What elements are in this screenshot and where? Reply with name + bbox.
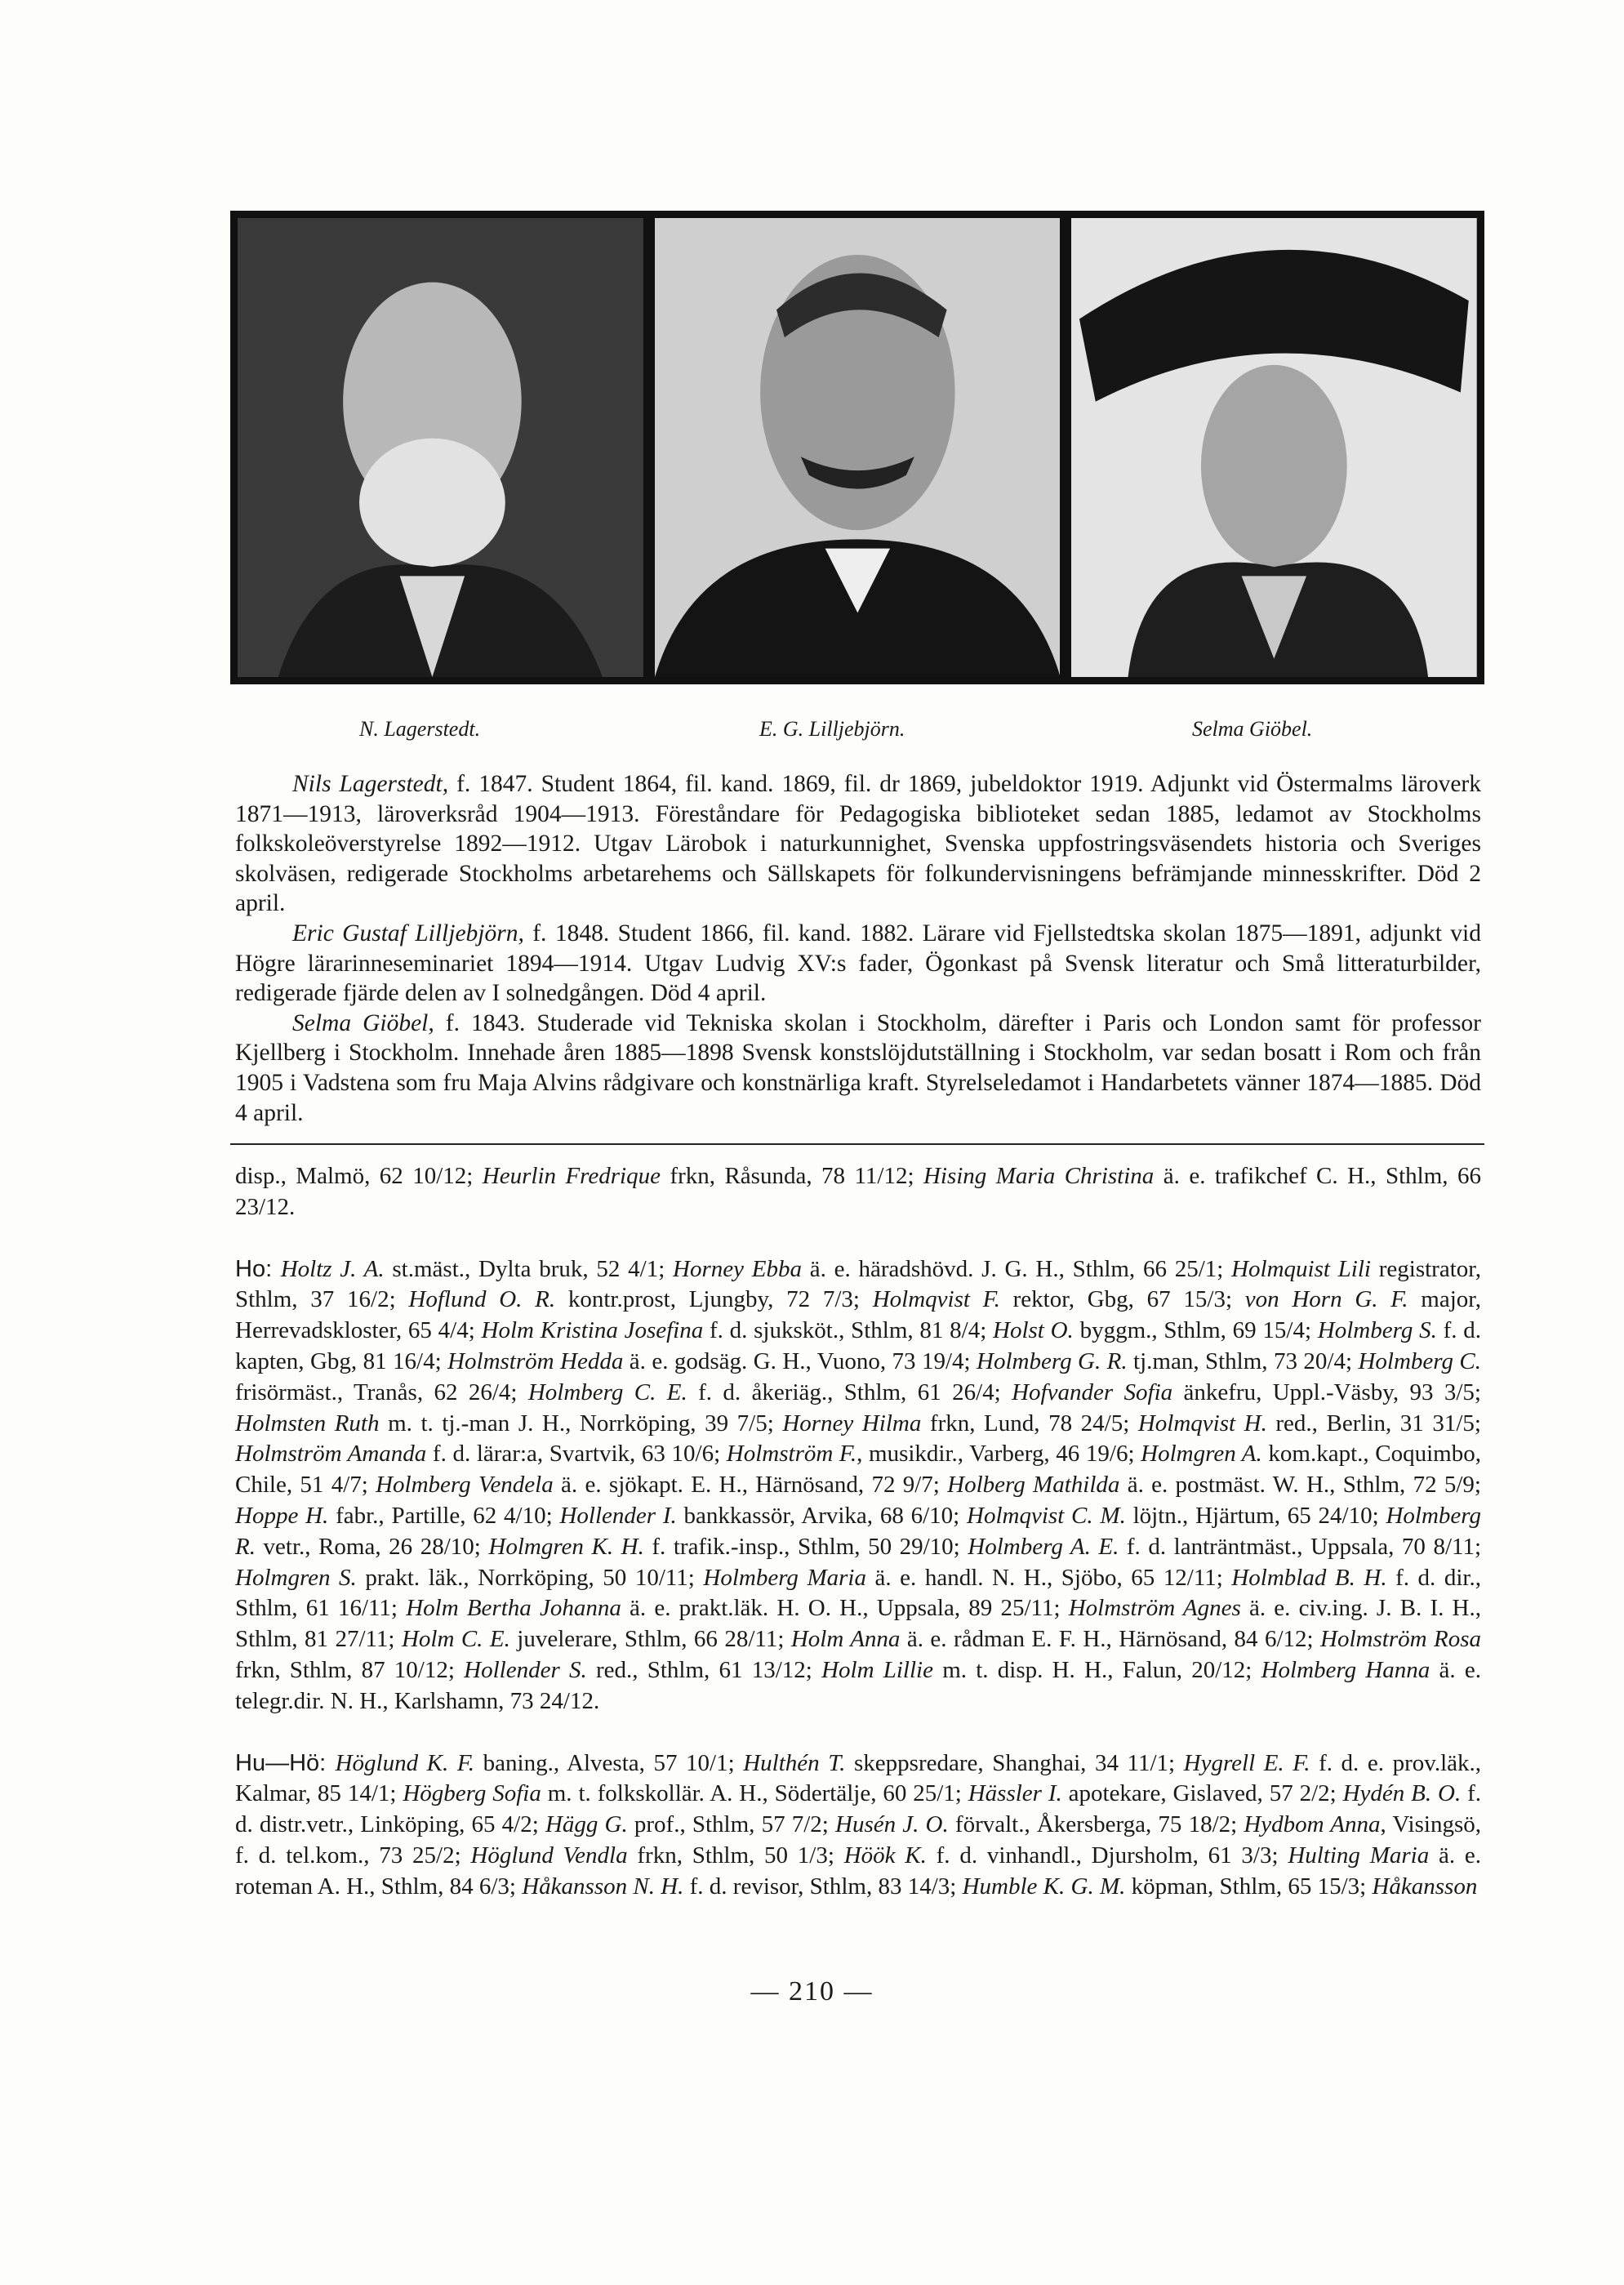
entry-text: ä. e. handl. N. H., Sjöbo, 65 12/11; xyxy=(865,1564,1232,1591)
obituary-paragraph xyxy=(235,1748,1481,1903)
entry-text: vetr., Roma, 26 28/10; xyxy=(255,1533,489,1560)
entry-text: rektor, Gbg, 67 15/3; xyxy=(999,1286,1245,1313)
entry-text: änkefru, Uppl.-Väsby, 93 3/5; xyxy=(1172,1379,1481,1405)
entry-text: disp., Malmö, 62 10/12; xyxy=(235,1163,483,1189)
entry-text: frkn, Råsunda, 78 11/12; xyxy=(660,1163,923,1189)
entry-text: ä. e. häradshövd. J. G. H., Sthlm, 66 25/1; xyxy=(801,1255,1232,1282)
bio-text: f. 1847. Student 1864, fil. kand. 1869, fil. dr 1869, jubeldoktor 1919. Adjunkt vid Östermalms läroverk 1871—1913, läroverksråd 1904—1913. Föreståndare för Pedagogiska biblioteket sedan 1885, ledamot av Stockholms folkskoleöverstyrelse 1892—1912. Utgav Lärobok i naturkunnighet, Svenska uppfostringsväsendets historia och Sveriges skolväsen, redigerade Stockholms arbetarehems och Sällskapets för folkundervisningens befrämjande minnesskrifter. Död 2 april. xyxy=(235,771,1481,917)
person-name: Holmgren A. xyxy=(1141,1441,1262,1468)
entry-text: , musikdir., Varberg, 46 19/6; xyxy=(856,1441,1141,1468)
person-name: Holst O. xyxy=(993,1317,1074,1344)
person-name: Hulting Maria xyxy=(1288,1842,1430,1869)
entry-text: st.mäst., Dylta bruk, 52 4/1; xyxy=(384,1255,674,1282)
portrait-photo-lilljebjorn xyxy=(655,218,1061,677)
person-name: Holmquist Lili xyxy=(1231,1255,1371,1282)
person-name: Holmqvist H. xyxy=(1137,1410,1267,1436)
entry-text: ä. e. postmäst. W. H., Sthlm, 72 5/9; xyxy=(1119,1472,1481,1499)
entry-text: ä. e. godsäg. G. H., Vuono, 73 19/4; xyxy=(623,1347,977,1374)
person-name: Holmberg C. E. xyxy=(527,1379,687,1405)
person-name: Högberg Sofia xyxy=(403,1780,541,1807)
person-name: Holtz J. A. xyxy=(280,1255,385,1282)
person-name: Håkansson xyxy=(1372,1873,1478,1900)
person-name: Hoflund O. R. xyxy=(408,1286,556,1313)
entry-text: major, Herrevadskloster, 65 4/4; xyxy=(235,1286,1481,1344)
bio-name: Selma Giöbel, xyxy=(292,1009,434,1036)
entry-text: ä. e. prakt.läk. H. O. H., Uppsala, 89 25/11; xyxy=(621,1595,1069,1622)
entry-text: f. d. distr.vetr., Linköping, 65 4/2; xyxy=(235,1780,1482,1838)
person-name: Hägg G. xyxy=(545,1811,628,1838)
entry-text: byggm., Sthlm, 69 15/4; xyxy=(1073,1317,1318,1344)
person-name: Hygrell E. F. xyxy=(1183,1749,1310,1776)
entry-text: ä. e. roteman A. H., Sthlm, 84 6/3; xyxy=(235,1842,1481,1900)
entry-text: frkn, Lund, 78 24/5; xyxy=(921,1410,1138,1436)
person-name: Humble K. G. M. xyxy=(962,1873,1126,1900)
caption-lilljebjorn: E. G. Lilljebjörn. xyxy=(759,717,905,741)
entry-text: m. t. tj.-man J. H., Norrköping, 39 7/5; xyxy=(379,1410,783,1436)
entry-text: f. trafik.-insp., Sthlm, 50 29/10; xyxy=(643,1533,968,1560)
entry-text: ä. e. rådman E. F. H., Härnösand, 84 6/12; xyxy=(900,1626,1321,1653)
person-name: Hising Maria Christina xyxy=(923,1163,1155,1189)
entry-text: f. d. lärar:a, Svartvik, 63 10/6; xyxy=(426,1441,727,1468)
person-name: Holmblad B. H. xyxy=(1231,1564,1387,1591)
entry-text: m. t. folkskollär. A. H., Södertälje, 60 25/1; xyxy=(541,1780,968,1807)
obituary-paragraph xyxy=(235,1254,1481,1717)
entry-text: f. d. lanträntmäst., Uppsala, 70 8/11; xyxy=(1119,1533,1482,1560)
caption-giobel: Selma Giöbel. xyxy=(1192,717,1313,741)
entry-text: skeppsredare, Shanghai, 34 11/1; xyxy=(845,1749,1184,1776)
bio-paragraph xyxy=(235,1009,1481,1128)
bio-name: Nils Lagerstedt, xyxy=(292,771,449,797)
entry-text: ä. e. sjökapt. E. H., Härnösand, 72 9/7; xyxy=(553,1472,948,1499)
person-name: Holmström Hedda xyxy=(447,1347,624,1374)
section-heading: Ho: xyxy=(235,1255,281,1282)
person-name: Hofvander Sofia xyxy=(1012,1379,1173,1405)
person-name: Holmström Amanda xyxy=(235,1441,427,1468)
obituary-list xyxy=(235,1161,1481,1934)
person-name: Horney Ebba xyxy=(673,1255,802,1282)
entry-text: f. d. revisor, Sthlm, 83 14/3; xyxy=(683,1873,963,1900)
person-name: Holmström Agnes xyxy=(1068,1595,1241,1622)
person-name: Holmström F. xyxy=(726,1441,857,1468)
portrait-photo-giobel xyxy=(1071,218,1477,677)
person-name: Håkansson N. H. xyxy=(522,1873,684,1900)
person-name: Holberg Mathilda xyxy=(947,1472,1120,1499)
entry-text: baning., Alvesta, 57 10/1; xyxy=(474,1749,744,1776)
person-name: Hollender I. xyxy=(559,1502,677,1529)
person-name: Höglund Vendla xyxy=(470,1842,628,1869)
biographies xyxy=(235,769,1481,1128)
page-number: — 210 — xyxy=(750,1976,874,2007)
obituary-paragraph xyxy=(235,1161,1481,1223)
person-name: Holmqvist F. xyxy=(872,1286,1000,1313)
person-name: Husén J. O. xyxy=(835,1811,949,1838)
entry-text: ä. e. telegr.dir. N. H., Karlshamn, 73 24/12. xyxy=(235,1656,1482,1714)
section-heading: Hu—Hö: xyxy=(235,1749,336,1776)
entry-text: ä. e. trafikchef C. H., Sthlm, 66 23/12. xyxy=(235,1163,1482,1220)
entry-text: fabr., Partille, 62 4/10; xyxy=(328,1502,560,1529)
person-name: Holm C. E. xyxy=(401,1626,510,1653)
person-name: Holmberg A. E. xyxy=(968,1533,1119,1560)
entry-text: registrator, Sthlm, 37 16/2; xyxy=(235,1255,1482,1313)
entry-text: f. d. kapten, Gbg, 81 16/4; xyxy=(235,1317,1481,1374)
entry-text: kontr.prost, Ljungby, 72 7/3; xyxy=(555,1286,873,1313)
person-name: Holmberg R. xyxy=(235,1502,1481,1560)
person-name: Holmberg Maria xyxy=(703,1564,866,1591)
person-name: Holmberg Hanna xyxy=(1261,1656,1430,1683)
person-name: Holmsten Ruth xyxy=(235,1410,380,1436)
bio-paragraph xyxy=(235,769,1481,919)
entry-text: , Visingsö, f. d. tel.kom., 73 25/2; xyxy=(235,1811,1481,1869)
entry-text: köpman, Sthlm, 65 15/3; xyxy=(1125,1873,1373,1900)
person-name: Holmström Rosa xyxy=(1320,1626,1482,1653)
portrait-photo-lagerstedt xyxy=(238,218,643,677)
entry-text: frkn, Sthlm, 50 1/3; xyxy=(627,1842,844,1869)
entry-text: m. t. disp. H. H., Falun, 20/12; xyxy=(932,1656,1261,1683)
person-name: Hässler I. xyxy=(968,1780,1062,1807)
entry-text: tj.man, Sthlm, 73 20/4; xyxy=(1127,1347,1359,1374)
person-name: Horney Hilma xyxy=(782,1410,922,1436)
person-name: Hydén B. O. xyxy=(1342,1780,1462,1807)
entry-text: apotekare, Gislaved, 57 2/2; xyxy=(1061,1780,1343,1807)
portrait-captions xyxy=(230,717,1484,750)
person-name: Hydbom Anna xyxy=(1244,1811,1381,1838)
entry-text: red., Berlin, 31 31/5; xyxy=(1266,1410,1481,1436)
person-name: Holmberg C. xyxy=(1358,1347,1481,1374)
entry-text: löjtn., Hjärtum, 65 24/10; xyxy=(1125,1502,1386,1529)
person-name: Holmberg S. xyxy=(1317,1317,1437,1344)
person-name: Höglund K. F. xyxy=(335,1749,475,1776)
portrait-strip xyxy=(230,211,1484,684)
person-name: Holmqvist C. M. xyxy=(967,1502,1126,1529)
entry-text: red., Sthlm, 61 13/12; xyxy=(586,1656,822,1683)
entry-text: juvelerare, Sthlm, 66 28/11; xyxy=(509,1626,791,1653)
entry-text: f. d. dir., Sthlm, 61 16/11; xyxy=(235,1564,1481,1622)
entry-text: f. d. åkeriäg., Sthlm, 61 26/4; xyxy=(687,1379,1012,1405)
section-divider xyxy=(230,1143,1484,1145)
entry-text: frisörmäst., Tranås, 62 26/4; xyxy=(235,1379,528,1405)
person-name: Hollender S. xyxy=(464,1656,587,1683)
person-name: von Horn G. F. xyxy=(1244,1286,1408,1313)
entry-text: frkn, Sthlm, 87 10/12; xyxy=(235,1656,465,1683)
person-name: Höök K. xyxy=(843,1842,927,1869)
person-name: Holm Anna xyxy=(790,1626,901,1653)
person-name: Holm Bertha Johanna xyxy=(406,1595,621,1622)
person-name: Holmgren S. xyxy=(235,1564,357,1591)
entry-text: förvalt., Åkersberga, 75 18/2; xyxy=(948,1811,1244,1838)
person-name: Holmgren K. H. xyxy=(488,1533,644,1560)
person-name: Holmberg Vendela xyxy=(376,1472,554,1499)
caption-lagerstedt: N. Lagerstedt. xyxy=(359,717,481,741)
bio-text: f. 1843. Studerade vid Tekniska skolan i Stockholm, därefter i Paris och London samt för professor Kjellberg i Stockholm. Innehade åren 1885—1898 Svensk konstslöjdutställning i Stockholm, var sedan bosatt i Rom och från 1905 i Vadstena som fru Maja Alvins rådgivare och konstnärliga kraft. Styrelseledamot i Handarbetets vänner 1874—1885. Död 4 april. xyxy=(235,1009,1482,1126)
entry-text: f. d. sjuksköt., Sthlm, 81 8/4; xyxy=(703,1317,994,1344)
person-name: Holmberg G. R. xyxy=(977,1347,1128,1374)
bio-text: f. 1848. Student 1866, fil. kand. 1882. Lärare vid Fjellstedtska skolan 1875—1891, adjunkt vid Högre lärarinneseminariet 1894—1914. Utgav Ludvig XV:s fader, Ögonkast på Svensk literatur och Små litteraturbilder, redigerade fjärde delen av I solnedgången. Död 4 april. xyxy=(235,920,1481,1007)
person-name: Holm Lillie xyxy=(821,1656,933,1683)
entry-text: bankkassör, Arvika, 68 6/10; xyxy=(676,1502,968,1529)
entry-text: ä. e. civ.ing. J. B. I. H., Sthlm, 81 27/11; xyxy=(235,1595,1481,1653)
entry-text: prof., Sthlm, 57 7/2; xyxy=(627,1811,836,1838)
bio-paragraph xyxy=(235,919,1481,1009)
entry-text: f. d. vinhandl., Djursholm, 61 3/3; xyxy=(926,1842,1288,1869)
person-name: Hulthén T. xyxy=(743,1749,846,1776)
bio-name: Eric Gustaf Lilljebjörn, xyxy=(292,920,524,947)
person-name: Heurlin Fredrique xyxy=(482,1163,661,1189)
person-name: Hoppe H. xyxy=(235,1502,329,1529)
entry-text: kom.kapt., Coquimbo, Chile, 51 4/7; xyxy=(235,1441,1481,1499)
entry-text: prakt. läk., Norrköping, 50 10/11; xyxy=(356,1564,704,1591)
entry-text: f. d. e. prov.läk., Kalmar, 85 14/1; xyxy=(235,1749,1482,1807)
person-name: Holm Kristina Josefina xyxy=(481,1317,704,1344)
